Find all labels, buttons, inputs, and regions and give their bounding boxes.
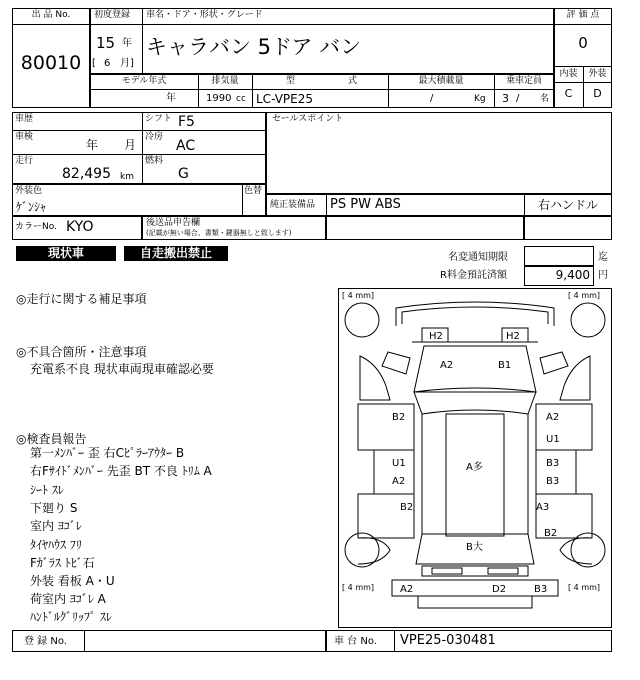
name-change-unit: 迄 bbox=[598, 252, 608, 263]
tire-front-right-label: [ 4 mm] bbox=[568, 291, 601, 300]
status-tag-current: 現状車 bbox=[16, 246, 116, 261]
capacity-value: 3 bbox=[502, 92, 509, 105]
damage-back-door: B大 bbox=[466, 542, 483, 553]
damage-h2-right: H2 bbox=[506, 331, 520, 342]
damage-hood-left: A2 bbox=[440, 360, 454, 371]
inspection-month-unit: 月 bbox=[124, 138, 137, 152]
damage-roof: A多 bbox=[466, 462, 483, 473]
shift-value: F5 bbox=[178, 114, 195, 130]
max-load-label: 最大積載量 bbox=[418, 76, 464, 86]
chassis-no-value: VPE25-030481 bbox=[400, 633, 496, 648]
color-label: 外装色 bbox=[15, 186, 43, 196]
color-value: ｹﾞﾝｼｬ bbox=[16, 200, 47, 214]
inspector-line: 第一ﾒﾝﾊﾞｰ 歪 右Cﾋﾟﾗｰｱｳﾀｰ B bbox=[30, 446, 185, 460]
damage-right-front-door-1: A2 bbox=[546, 412, 560, 423]
damage-right-rear-1: A3 bbox=[536, 502, 550, 513]
lot-label: 出 品 No. bbox=[31, 10, 71, 20]
model-year-unit: 年 bbox=[166, 93, 176, 104]
equipment-value: PS PW ABS bbox=[330, 197, 401, 212]
damage-right-mid-2: B3 bbox=[546, 476, 560, 487]
first-reg-label: 初度登録 bbox=[94, 10, 131, 20]
inspector-line: 荷室内 ﾖｺﾞﾚ A bbox=[30, 592, 106, 606]
inspector-line: ﾀｲﾔﾊｳｽ ﾌﾘ bbox=[30, 538, 82, 552]
score-value: 0 bbox=[578, 34, 588, 52]
car-name: キャラバン 5ドア バン bbox=[146, 35, 362, 59]
exterior-label: 外装 bbox=[588, 69, 607, 79]
model-code: LC-VPE25 bbox=[256, 92, 313, 106]
lot-number: 80010 bbox=[20, 52, 82, 74]
recycle-unit: 円 bbox=[598, 270, 608, 281]
inspector-line: Fｶﾞﾗｽ ﾄﾋﾞ石 bbox=[30, 556, 95, 570]
details-box bbox=[12, 112, 266, 184]
inspector-line: ﾊﾝﾄﾞﾙｸﾞﾘｯﾌﾟ ｽﾚ bbox=[30, 610, 112, 624]
damage-h2-left: H2 bbox=[429, 331, 443, 342]
first-reg-month: 6 bbox=[104, 58, 111, 69]
damage-left-rear: B2 bbox=[400, 502, 414, 513]
damage-right-rear-2: B2 bbox=[544, 528, 558, 539]
inspector-line: 室内 ﾖｺﾞﾚ bbox=[30, 519, 82, 533]
later-report-label: 後送品申告欄 bbox=[146, 218, 201, 228]
reg-no-label: 登 録 No. bbox=[24, 636, 67, 647]
recycle-label: R料金預託済額 bbox=[440, 270, 507, 281]
sales-points-label: セールスポイント bbox=[272, 114, 344, 124]
model-label-1: 型 bbox=[286, 76, 296, 86]
first-reg-year: 15 bbox=[96, 34, 116, 52]
later-report-entry-2 bbox=[524, 216, 612, 240]
shift-label: シフト bbox=[145, 114, 173, 124]
color-no-label: カラーNo. bbox=[15, 222, 57, 232]
mileage-unit: km bbox=[120, 172, 134, 182]
handle-value: 右ハンドル bbox=[537, 198, 598, 212]
color-box bbox=[12, 184, 266, 216]
defects-text: 充電系不良 現状車両現車確認必要 bbox=[30, 362, 214, 376]
damage-rear-bumper-mid: D2 bbox=[492, 584, 507, 595]
damage-hood-right: B1 bbox=[498, 360, 512, 371]
ac-label: 冷房 bbox=[145, 132, 164, 142]
inspector-line: 右Fｻｲﾄﾞﾒﾝﾊﾞｰ 先歪 BT 不良 ﾄﾘﾑ A bbox=[30, 464, 212, 478]
later-report-entry bbox=[326, 216, 524, 240]
driving-notes-title: ◎走行に関する補足事項 bbox=[16, 292, 147, 306]
inspector-line: 外装 看板 A・U bbox=[30, 574, 115, 588]
recycle-amount: 9,400 bbox=[555, 268, 590, 282]
first-reg-month-unit: 月] bbox=[120, 58, 134, 69]
first-reg-month-open: [ bbox=[92, 58, 96, 69]
color-no-value: KYO bbox=[66, 219, 94, 235]
model-label-2: 式 bbox=[348, 76, 358, 86]
fuel-value: G bbox=[178, 166, 189, 182]
later-report-note: (記載が無い場合、書類・鍵器無しと致します) bbox=[146, 229, 292, 237]
damage-right-front-door-2: U1 bbox=[546, 434, 560, 445]
displacement-label: 排気量 bbox=[211, 76, 239, 86]
name-change-field bbox=[524, 246, 594, 266]
max-load-unit: Kg bbox=[474, 94, 486, 104]
interior-grade: C bbox=[564, 87, 573, 100]
inspection-label: 車検 bbox=[15, 132, 34, 142]
tire-rear-left-label: [ 4 mm] bbox=[342, 583, 375, 592]
score-label: 評 価 点 bbox=[566, 10, 600, 20]
inspector-line: 下廻り S bbox=[30, 501, 78, 515]
capacity-label: 乗車定員 bbox=[505, 76, 542, 86]
name-change-label: 名変通知期限 bbox=[448, 252, 508, 263]
tire-front-left-label: [ 4 mm] bbox=[342, 291, 375, 300]
mileage-label: 走行 bbox=[15, 156, 34, 166]
damage-diagram bbox=[338, 288, 612, 628]
inspector-title: ◎検査員報告 bbox=[16, 432, 87, 446]
status-tag-no-self-drive: 自走搬出禁止 bbox=[124, 246, 228, 261]
inspection-year-unit: 年 bbox=[86, 138, 99, 152]
damage-rear-bumper-left: A2 bbox=[400, 584, 414, 595]
damage-left-mid-1: U1 bbox=[392, 458, 406, 469]
damage-rear-bumper-right: B3 bbox=[534, 584, 548, 595]
damage-right-mid-1: B3 bbox=[546, 458, 560, 469]
first-reg-year-unit: 年 bbox=[122, 38, 132, 49]
capacity-slash: / bbox=[516, 93, 520, 104]
chassis-no-label: 車 台 No. bbox=[334, 636, 377, 647]
defects-title: ◎不具合箇所・注意事項 bbox=[16, 345, 147, 359]
capacity-unit: 名 bbox=[540, 94, 550, 104]
model-year-label: モデル年式 bbox=[121, 76, 167, 86]
displacement-value: 1990 bbox=[206, 93, 232, 104]
car-name-label: 車名・ドア・形状・グレード bbox=[146, 10, 263, 20]
damage-left-mid-2: A2 bbox=[392, 476, 406, 487]
ac-value: AC bbox=[176, 138, 196, 154]
damage-left-front-door: B2 bbox=[392, 412, 406, 423]
mileage-value: 82,495 bbox=[62, 166, 111, 182]
fuel-label: 燃料 bbox=[145, 156, 164, 166]
tire-rear-right-label: [ 4 mm] bbox=[568, 583, 601, 592]
history-label: 車歴 bbox=[15, 114, 34, 124]
interior-label: 内装 bbox=[559, 69, 578, 79]
exterior-grade: D bbox=[593, 87, 602, 100]
genuine-label: 純正装備品 bbox=[270, 200, 316, 210]
inspector-line: ｼｰﾄ ｽﾚ bbox=[30, 483, 64, 497]
displacement-unit: cc bbox=[236, 94, 246, 104]
color-change-label: 色替 bbox=[244, 186, 263, 196]
max-load-slash: / bbox=[430, 93, 434, 104]
